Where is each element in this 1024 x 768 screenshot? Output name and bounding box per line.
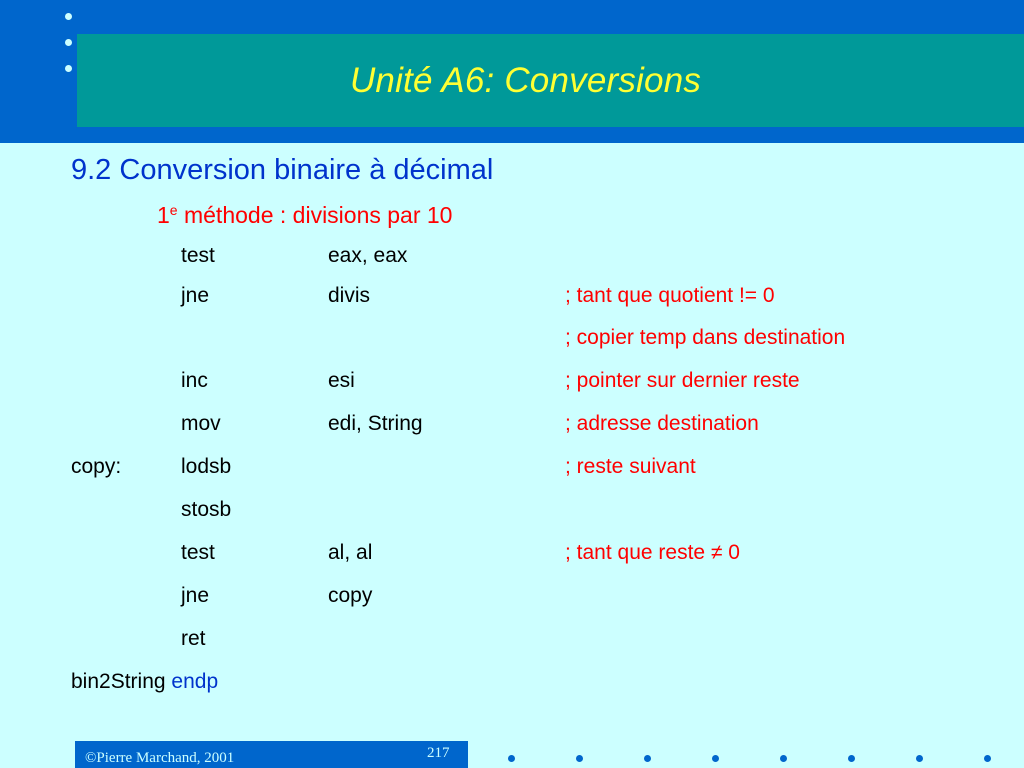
code-op: test — [181, 541, 215, 564]
code-args: eax, eax — [328, 244, 408, 267]
slide-title: Unité A6: Conversions — [349, 60, 702, 100]
code-args: esi — [328, 369, 355, 392]
code-comment: ; reste suivant — [565, 455, 696, 478]
footer-copyright: ©Pierre Marchand, 2001 — [85, 750, 235, 766]
code-op: lodsb — [181, 455, 232, 478]
bullet-dot-icon — [65, 65, 72, 72]
footer-page-number: 217 — [427, 745, 450, 761]
section-heading: 9.2 Conversion binaire à décimal — [71, 154, 494, 186]
footer-bar — [75, 741, 468, 768]
footer-dot-icon — [780, 755, 787, 762]
footer-dot-icon — [508, 755, 515, 762]
code-op: inc — [181, 369, 208, 392]
title-box — [77, 34, 1024, 127]
footer-dot-icon — [848, 755, 855, 762]
footer-dot-icon — [984, 755, 991, 762]
code-op: mov — [181, 412, 221, 435]
method-number: 1 — [157, 202, 170, 228]
code-comment: ; tant que quotient != 0 — [565, 284, 775, 307]
code-op: ret — [181, 627, 206, 650]
method-subheading — [157, 202, 452, 229]
code-op: jne — [181, 584, 210, 607]
code-args: copy — [328, 584, 373, 607]
footer-dot-icon — [712, 755, 719, 762]
code-args: divis — [328, 284, 371, 307]
proc-name: bin2String — [71, 670, 166, 693]
code-op: jne — [181, 284, 210, 307]
proc-end-line — [71, 670, 218, 694]
footer-dot-icon — [644, 755, 651, 762]
code-comment: ; tant que reste ≠ 0 — [565, 541, 740, 564]
method-superscript: e — [169, 202, 178, 218]
bullet-dot-icon — [65, 39, 72, 46]
code-comment: ; adresse destination — [565, 412, 759, 435]
code-comment: ; pointer sur dernier reste — [565, 369, 800, 392]
proc-end-keyword: endp — [171, 670, 219, 693]
method-text: méthode : divisions par 10 — [177, 202, 453, 228]
code-args: al, al — [328, 541, 373, 564]
code-op: stosb — [181, 498, 232, 521]
code-label: copy: — [71, 455, 122, 478]
footer-dot-icon — [916, 755, 923, 762]
footer-dot-icon — [576, 755, 583, 762]
code-args: edi, String — [328, 412, 423, 435]
code-comment: ; copier temp dans destination — [565, 326, 846, 349]
code-op: test — [181, 244, 215, 267]
bullet-dot-icon — [65, 13, 72, 20]
